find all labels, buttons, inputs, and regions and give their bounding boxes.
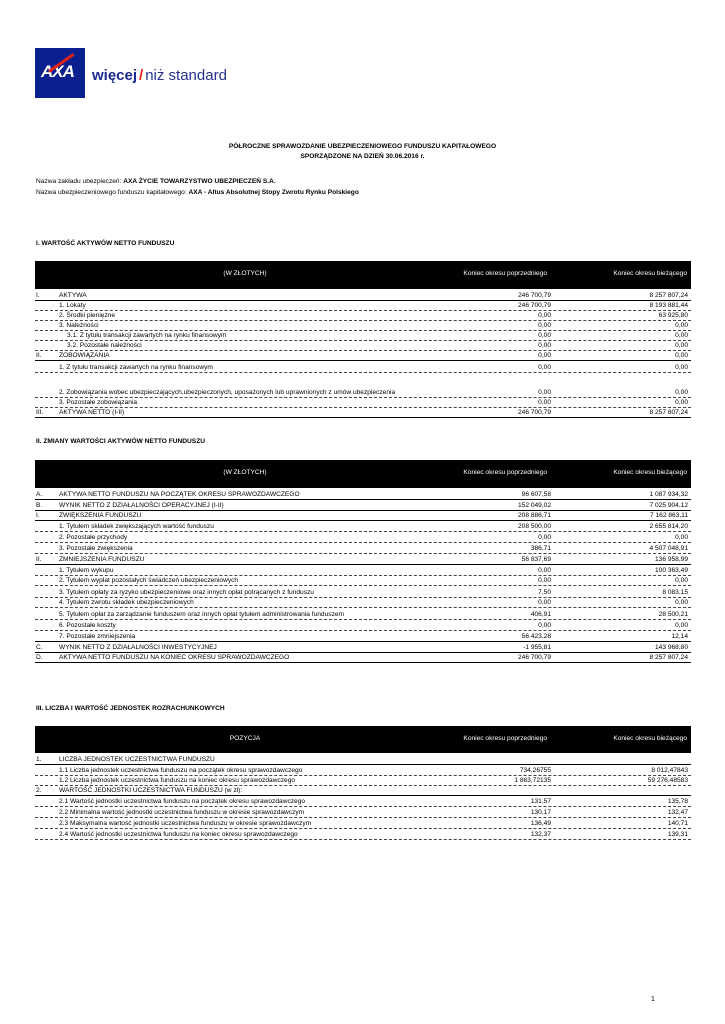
row-value-curr: 140,71: [667, 820, 688, 827]
row-label: 2. Środki pieniężne: [59, 312, 116, 319]
row-num: I.: [36, 292, 40, 299]
row-value-curr: 0,00: [675, 622, 688, 629]
row-num: III.: [36, 409, 44, 416]
row-label: AKTYWA NETTO (I-II): [59, 409, 125, 416]
fund-line: [36, 188, 359, 198]
table-row: [35, 372, 691, 398]
row-value-curr: 2 655 814,20: [649, 523, 688, 530]
row-label: 3. Pozostałe zwiększenia: [59, 545, 133, 552]
row-value-prev: 132,37: [530, 831, 551, 838]
row-value-prev: 208 500,00: [517, 523, 551, 530]
header-prev: Koniec okresu poprzedniego: [463, 270, 547, 277]
row-label: 4. Tytułem zwrotu składek ubezpieczeniowych: [59, 599, 194, 606]
header-label: POZYCJA: [229, 735, 261, 742]
row-label: 3.1. Z tytułu transakcji zawartych na rynku finansowym: [67, 332, 227, 339]
row-value-prev: 0,00: [538, 322, 551, 329]
row-value-prev: 0,00: [538, 567, 551, 574]
row-label: ZOBOWIĄZANIA: [59, 352, 110, 359]
row-value-curr: 0,00: [675, 599, 688, 606]
row-value-curr: 1 087 934,32: [649, 491, 688, 498]
row-value-prev: 0,00: [538, 312, 551, 319]
section2-title: II. ZMIANY WARTOŚCI AKTYWÓW NETTO FUNDUSZU: [36, 438, 205, 445]
row-label: ZWIĘKSZENIA FUNDUSZU: [59, 512, 142, 519]
row-num: II.: [36, 556, 42, 563]
row-value-curr: 135,78: [667, 798, 688, 805]
row-num: 2.: [36, 787, 42, 794]
row-value-curr: 8 257 807,24: [649, 409, 688, 416]
row-label: 1.2 Liczba jednostek uczestnictwa funduszu na koniec okresu sprawozdawczego: [59, 777, 296, 784]
row-label: 3. Pozostałe zobowiązania: [59, 399, 138, 406]
row-value-curr: 0,00: [675, 352, 688, 359]
row-value-prev: 7,50: [538, 589, 551, 596]
row-label: 2.1 Wartość jednostki uczestnictwa funduszu na początek okresu sprawozdawczego: [59, 798, 306, 805]
row-value-prev: 96 607,58: [521, 491, 551, 498]
row-value-prev: 0,00: [538, 342, 551, 349]
row-value-curr: 0,00: [675, 389, 688, 396]
row-value-curr: 8 193 881,44: [649, 302, 688, 309]
header-label: (W ZŁOTYCH): [223, 270, 267, 277]
row-value-prev: 246 700,79: [517, 292, 551, 299]
row-value-curr: 0,00: [675, 399, 688, 406]
row-value-curr: 8 257 807,24: [649, 292, 688, 299]
row-label: 1. Lokaty: [59, 302, 86, 309]
section3-title: III. LICZBA I WARTOŚĆ JEDNOSTEK ROZRACHUNKOWYCH: [36, 705, 225, 712]
row-value-prev: 0,00: [538, 364, 551, 371]
row-value-prev: 136,49: [530, 820, 551, 827]
row-num: A.: [36, 491, 43, 498]
row-value-prev: 130,17: [530, 809, 551, 816]
row-label: 2. Pozostałe przychody: [59, 534, 128, 541]
row-value-prev: 208 886,71: [517, 512, 551, 519]
report-title-line1: PÓŁROCZNE SPRAWOZDANIE UBEZPIECZENIOWEGO FUNDUSZU KAPITAŁOWEGO: [228, 143, 497, 150]
row-value-curr: 136 958,99: [654, 556, 688, 563]
row-value-curr: 28 500,21: [658, 611, 688, 618]
axa-logo-text: AXA: [41, 62, 74, 81]
row-label: LICZBA JEDNOSTEK UCZESTNICTWA FUNDUSZU: [59, 756, 215, 763]
row-value-curr: 4 507 048,91: [649, 545, 688, 552]
row-value-prev: 734,26755: [519, 767, 551, 774]
fund-label: Nazwa ubezpieczeniowego funduszu kapitałowego:: [36, 189, 187, 196]
section2-table-header: [35, 460, 691, 488]
row-value-prev: 1 863,72135: [514, 777, 551, 784]
table-row: [35, 652, 691, 663]
row-label: 5. Tytułem opłat za zarządzanie funduszem oraz innych opłat tytułem administrowania funduszem: [59, 611, 345, 618]
row-value-curr: 7 025 904,12: [649, 502, 688, 509]
row-value-prev: 0,00: [538, 332, 551, 339]
row-value-curr: 0,00: [675, 322, 688, 329]
row-value-curr: 7 162 863,11: [649, 512, 688, 519]
section1-title: I. WARTOŚĆ AKTYWÓW NETTO FUNDUSZU: [36, 240, 175, 247]
row-value-prev: 0,00: [538, 622, 551, 629]
row-label: WARTOŚĆ JEDNOSTKI UCZESTNICTWA FUNDUSZU (w zł):: [59, 787, 243, 794]
axa-logo: [35, 48, 85, 98]
row-label: 3. Tytułem opłaty za ryzyko ubezpieczeniowe oraz innych opłat potrącanych z funduszu: [59, 589, 314, 596]
fund-value: AXA - Altus Absolutnej Stopy Zwrotu Rynku Polskiego: [188, 189, 359, 196]
section1-table-header: [35, 261, 691, 289]
header-curr: Koniec okresu bieżącego: [613, 469, 687, 476]
row-label: 1.1 Liczba jednostek uczestnictwa funduszu na początek okresu sprawozdawczego: [59, 767, 303, 774]
row-value-curr: 139,31: [667, 831, 688, 838]
row-label: ZMNIEJSZENIA FUNDUSZU: [59, 556, 145, 563]
row-value-curr: 8 083,15: [662, 589, 688, 596]
row-value-curr: 8 257 807,24: [649, 654, 688, 661]
row-value-prev: 246 700,79: [517, 409, 551, 416]
row-num: 1.: [36, 756, 42, 763]
table-row: [35, 828, 691, 840]
row-value-curr: 0,00: [675, 577, 688, 584]
row-label: 1. Tytułem składek zwiększających wartość funduszu: [59, 523, 214, 530]
row-value-curr: 132,47: [667, 809, 688, 816]
row-label: AKTYWA NETTO FUNDUSZU NA KONIEC OKRESU SPRAWOZDAWCZEGO: [59, 654, 290, 661]
row-value-prev: 0,00: [538, 577, 551, 584]
row-value-prev: 406,91: [530, 611, 551, 618]
row-value-curr: 143 968,80: [654, 644, 688, 651]
insurer-line: [36, 177, 276, 187]
row-label: WYNIK NETTO Z DZIAŁALNOŚCI INWESTYCYJNEJ: [59, 644, 217, 651]
row-label: 2. Zobowiązania wobec ubezpieczających,ubezpieczonych, uposażonych lub uprawnionych z umów ubezpieczenia: [59, 389, 396, 396]
row-label: 3.2. Pozostałe należności: [67, 342, 142, 349]
row-value-prev: 56 837,69: [521, 556, 551, 563]
row-num: B.: [36, 502, 43, 509]
row-label: 2.2 Minimalna wartość jednostki uczestnictwa funduszu w okresie sprawozdawczym: [59, 809, 305, 816]
row-num: C.: [36, 644, 43, 651]
row-value-prev: 0,00: [538, 399, 551, 406]
insurer-value: AXA ŻYCIE TOWARZYSTWO UBEZPIECZEŃ S.A.: [123, 178, 276, 185]
row-value-curr: 0,00: [675, 342, 688, 349]
row-value-curr: 0,00: [675, 364, 688, 371]
table-row: [35, 407, 691, 418]
section3-table-header: [35, 726, 691, 753]
row-label: WYNIK NETTO Z DZIAŁALNOŚCI OPERACYJNEJ (I-II): [59, 502, 224, 509]
row-value-curr: 12,14: [671, 633, 688, 640]
row-value-prev: 131,57: [530, 798, 551, 805]
row-label: 2.3 Maksymalna wartość jednostki uczestnictwa funduszu w okresie sprawozdawczym: [59, 820, 312, 827]
row-label: 1. Tytułem wykupu: [59, 567, 114, 574]
row-value-prev: -1 955,81: [523, 644, 551, 651]
row-value-prev: 246 700,79: [517, 654, 551, 661]
header-label: (W ZŁOTYCH): [223, 469, 267, 476]
row-num: D.: [36, 654, 43, 661]
row-num: I.: [36, 512, 40, 519]
row-value-curr: 0,00: [675, 332, 688, 339]
insurer-label: Nazwa zakładu ubezpieczeń:: [36, 178, 122, 185]
row-value-prev: 56 423,28: [521, 633, 551, 640]
header-prev: Koniec okresu poprzedniego: [463, 735, 547, 742]
tagline-light: niż standard: [145, 67, 227, 84]
row-value-prev: 0,00: [538, 534, 551, 541]
header-prev: Koniec okresu poprzedniego: [463, 469, 547, 476]
tagline-slash: /: [139, 67, 144, 84]
header-curr: Koniec okresu bieżącego: [613, 270, 687, 277]
row-label: 7. Pozostałe zmniejszenia: [59, 633, 136, 640]
row-label: AKTYWA NETTO FUNDUSZU NA POCZĄTEK OKRESU SPRAWOZDAWCZEGO: [59, 491, 300, 498]
row-label: 3. Należności: [59, 322, 99, 329]
row-label: 1. Z tytułu transakcji zawartych na rynku finansowym: [59, 364, 213, 371]
row-num: II.: [36, 352, 42, 359]
row-value-curr: 0,00: [675, 534, 688, 541]
row-value-curr: 59 276,48583: [647, 777, 688, 784]
row-value-curr: 63 925,80: [658, 312, 688, 319]
row-label: 2.4 Wartość jednostki uczestnictwa funduszu na koniec okresu sprawozdawczego: [59, 831, 298, 838]
page-number: 1: [651, 996, 655, 1003]
row-value-prev: 386,71: [530, 545, 551, 552]
row-value-curr: 8 012,47843: [651, 767, 688, 774]
row-value-prev: 0,00: [538, 389, 551, 396]
row-label: 2. Tytułem wypłat pozostałych świadczeń ubezpieczeniowych: [59, 577, 239, 584]
tagline: [92, 67, 227, 84]
row-value-prev: 0,00: [538, 599, 551, 606]
header-curr: Koniec okresu bieżącego: [613, 735, 687, 742]
report-title-line2: SPORZĄDZONE NA DZIEŃ 30.06.2016 r.: [300, 153, 425, 160]
row-value-prev: 0,00: [538, 352, 551, 359]
row-value-prev: 152 049,02: [517, 502, 551, 509]
row-label: 6. Pozostałe koszty: [59, 622, 116, 629]
tagline-strong: więcej: [92, 67, 138, 84]
row-label: AKTYWA: [59, 292, 87, 299]
row-value-prev: 246 700,79: [517, 302, 551, 309]
row-value-curr: 100 363,49: [654, 567, 688, 574]
